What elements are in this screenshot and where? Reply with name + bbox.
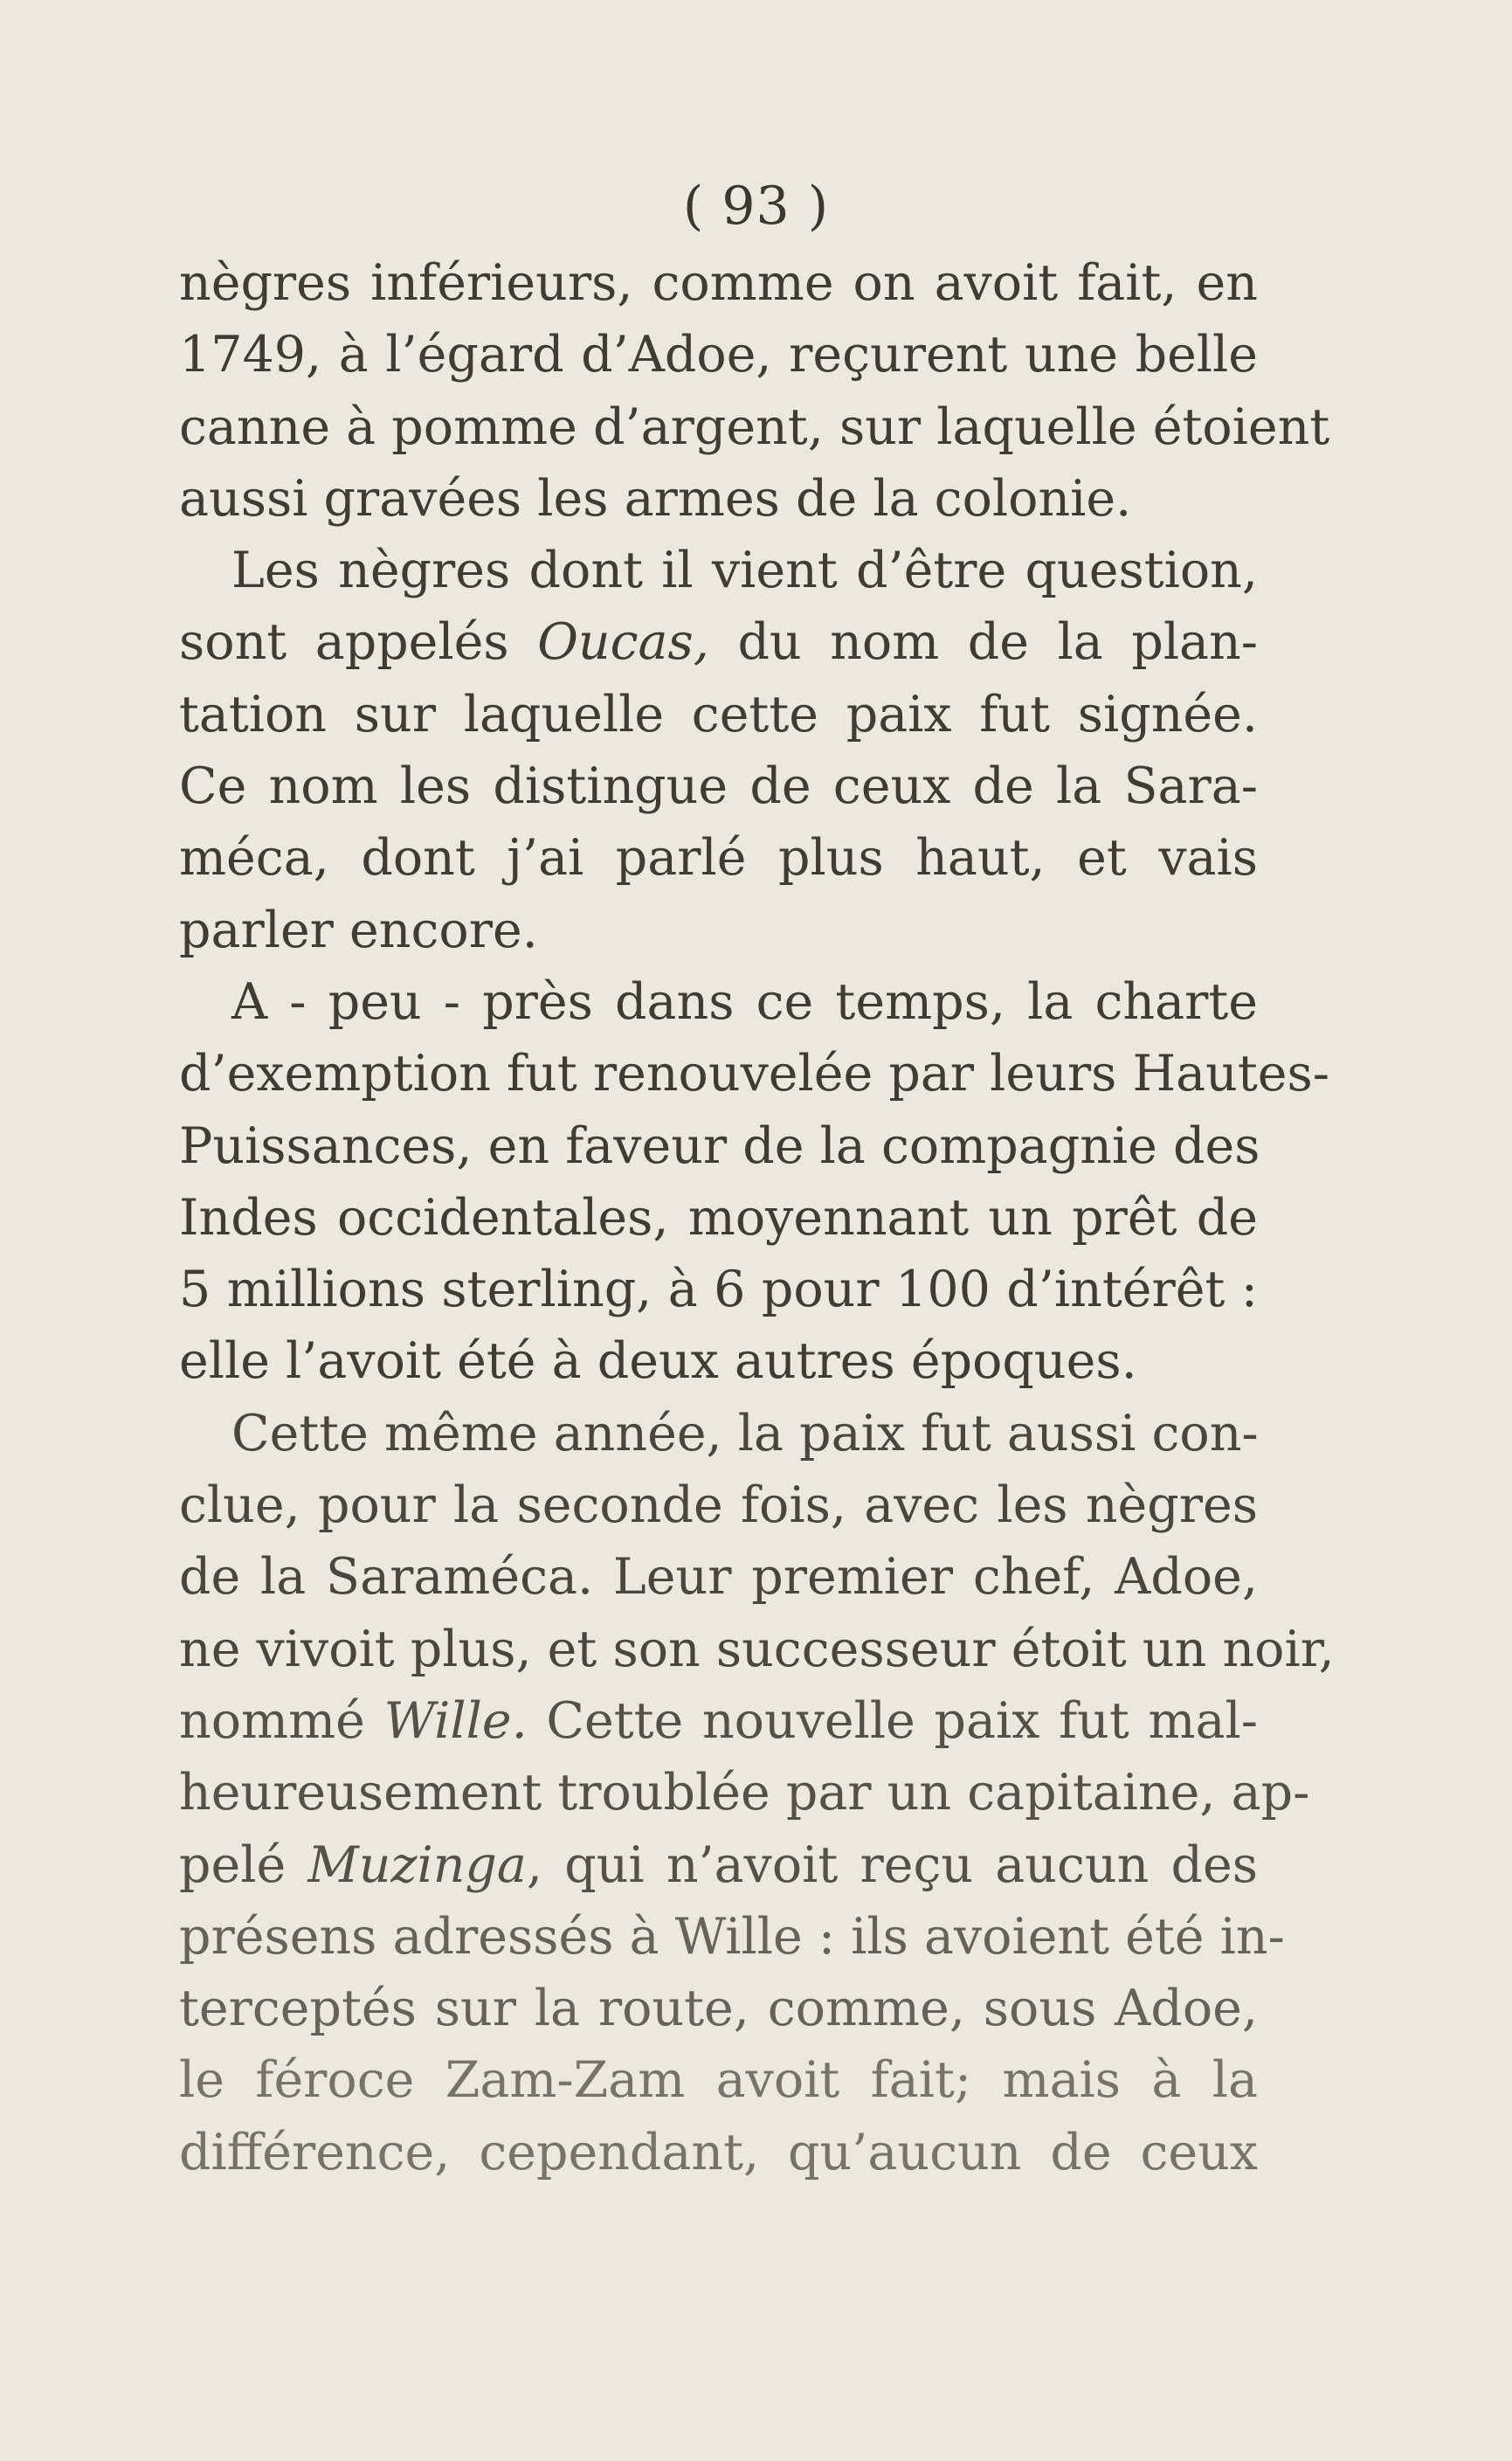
text-line: 1749, à l’égard d’Adoe, reçurent une belle	[179, 326, 1258, 384]
text-line: A - peu - près dans ce temps, la charte	[231, 972, 1258, 1031]
text-line	[179, 1829, 1258, 1901]
italic-term: Wille.	[383, 1691, 528, 1750]
text-line: différence, cependant, qu’aucun de ceux	[179, 2123, 1258, 2181]
text-segment: sont appelés	[179, 613, 538, 672]
text-line: 5 millions sterling, à 6 pour 100 d’intérêt :	[179, 1261, 1258, 1319]
body-text	[179, 247, 1335, 2188]
text-segment: Cette nouvelle paix fut mal-	[527, 1691, 1258, 1750]
text-segment: pelé	[179, 1835, 308, 1894]
text-line: Les nègres dont il vient d’être question,	[231, 542, 1258, 600]
text-segment: , qui n’avoit reçu aucun des	[526, 1835, 1258, 1894]
text-line: Indes occidentales, moyennant un prêt de	[179, 1188, 1258, 1247]
text-line: ne vivoit plus, et son successeur étoit un noir,	[179, 1620, 1335, 1678]
text-line: Cette même année, la paix fut aussi con-	[231, 1404, 1259, 1462]
italic-term: Oucas,	[537, 613, 709, 672]
text-line: le féroce Zam-Zam avoit fait; mais à la	[179, 2051, 1258, 2110]
text-line: terceptés sur la route, comme, sous Adoe,	[179, 1980, 1258, 2038]
text-line: d’exemption fut renouvelée par leurs Hautes-	[179, 1045, 1330, 1103]
text-line: méca, dont j’ai parlé plus haut, et vais	[179, 829, 1258, 888]
text-line	[179, 1685, 1258, 1757]
text-line: elle l’avoit été à deux autres époques.	[179, 1332, 1137, 1391]
text-segment: nommé	[179, 1691, 384, 1750]
text-line	[179, 606, 1258, 678]
text-line: canne à pomme d’argent, sur laquelle étoient	[179, 397, 1330, 456]
text-line: nègres inférieurs, comme on avoit fait, en	[179, 254, 1258, 312]
text-line: Puissances, en faveur de la compagnie des	[179, 1116, 1260, 1175]
text-line: parler encore.	[179, 901, 538, 959]
text-segment: du nom de la plan-	[708, 613, 1258, 672]
text-line: tation sur laquelle cette paix fut signée.	[179, 685, 1258, 743]
text-line: présens adressés à Wille : ils avoient été in-	[179, 1907, 1285, 1966]
text-line: Ce nom les distingue de ceux de la Sara-	[179, 757, 1258, 816]
page-number: ( 93 )	[682, 176, 830, 237]
text-line: clue, pour la seconde fois, avec les nègres	[179, 1476, 1258, 1535]
text-line: de la Saraméca. Leur premier chef, Adoe,	[179, 1548, 1258, 1607]
text-line: heureusement troublée par un capitaine, ap-	[179, 1764, 1310, 1822]
text-line: aussi gravées les armes de la colonie.	[179, 469, 1132, 528]
italic-term: Muzinga	[307, 1835, 527, 1894]
